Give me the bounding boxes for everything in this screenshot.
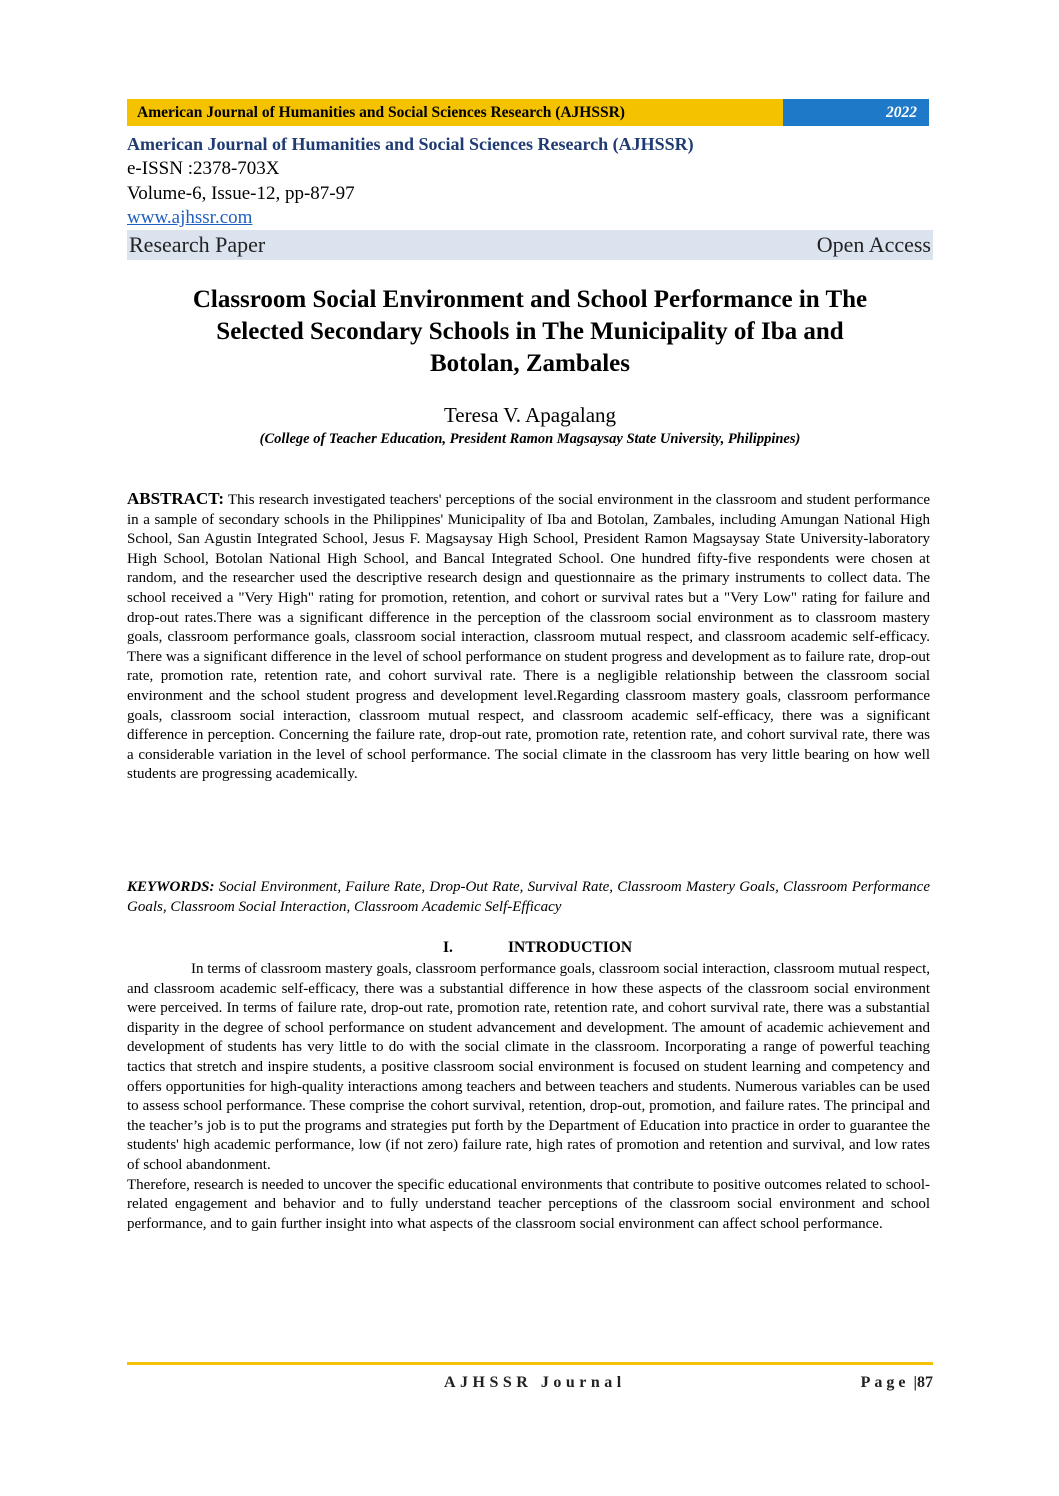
journal-website-link[interactable]: www.ajhssr.com <box>127 207 253 228</box>
title-line: Botolan, Zambales <box>429 350 631 377</box>
page-separator: | <box>913 1374 917 1391</box>
keywords <box>127 878 930 917</box>
abstract <box>127 489 930 785</box>
footer-divider <box>127 1362 933 1365</box>
paragraph: Therefore, research is needed to uncover the specific educational environments that contribute to positive outcomes related to school-related engagement and behavior and to fully understand teacher perceptions of the classroom social environment and school performance, and to gain further insight into what aspects of the classroom social environment can affect school performance. <box>127 1176 930 1232</box>
paper-type-band <box>127 230 933 260</box>
abstract-text: This research investigated teachers' perceptions of the social environment in the classroom and student performance in a sample of secondary schools in the Philippines' Municipality of Iba and Botolan, Zambales, including Amungan National High School, San Agustin Integrated School, Jesus F. Magsaysay High School, President Ramon Magsaysay State University-laboratory High School, Botolan National High School, and Bancal Integrated School. One hundred fifty-five respondents were chosen at random, and the researcher used the descriptive research design and questionnaire as the primary instruments to collect data. The school received a "Very High" rating for promotion, retention, and cohort or survival rates but a "Very Low" rating for failure and drop-out rates.There was a significant difference in the perception of the classroom social environment as to classroom mastery goals, classroom performance goals, classroom social interaction, classroom mutual respect, and classroom academic self-efficacy. There was a significant difference in the level of school performance on student progress and development as to failure rate, drop-out rate, promotion rate, retention rate, and cohort survival rate. There is a negligible relationship between the classroom social environment and the school student progress and development level.Regarding classroom mastery goals, classroom performance goals, classroom social interaction, classroom mutual respect, and classroom academic self-efficacy, there was a significant difference in perception. Concerning the failure rate, drop-out rate, promotion rate, retention rate, and cohort survival rate, there was a considerable variation in the level of school performance. The social climate in the classroom has very little bearing on how well students are progressing academically. <box>127 492 930 783</box>
masthead-volume: Volume-6, Issue-12, pp-87-97 <box>127 183 355 204</box>
footer-page-number <box>861 1374 933 1392</box>
paragraph: In terms of classroom mastery goals, classroom performance goals, classroom social interaction, classroom mutual respect, and classroom academic self-efficacy, there was a substantial difference in how these aspects of the classroom social environment were perceived. In terms of failure rate, drop-out rate, promotion rate, retention rate, and cohort survival rate, there was a substantial disparity in the degree of school performance on student advancement and development. The amount of academic achievement and development of students has very little to do with the social climate in the classroom. Incorporating a range of powerful teaching tactics that stretch and inspire students, a positive classroom social environment is focused on student learning and competency and offers opportunities for high-quality interactions among teachers and between teachers and students. Numerous variables can be used to assess school performance. These comprise the cohort survival, retention, drop-out, promotion, and failure rates. The principal and the teacher’s job is to put the programs and strategies put forth by the Department of Education into practice in order to guarantee the students' high academic performance, low (if not zero) failure rate, high rates of promotion and retention and survival, and low rates of school abandonment. <box>127 961 930 1173</box>
title-line: Classroom Social Environment and School Performance in The <box>192 286 868 313</box>
header-journal-name: American Journal of Humanities and Social Sciences Research (AJHSSR) <box>127 99 783 126</box>
author-affiliation: (College of Teacher Education, President Ramon Magsaysay State University, Philippines) <box>259 431 801 447</box>
header-year: 2022 <box>783 99 929 126</box>
paper-type-label: Research Paper <box>129 232 266 257</box>
page-label: Page <box>860 1374 910 1391</box>
footer-journal-name: AJHSSR Journal <box>444 1374 626 1391</box>
masthead-issn: e-ISSN :2378-703X <box>127 158 280 179</box>
title-line: Selected Secondary Schools in The Municipality of Iba and <box>216 318 844 345</box>
section-title: INTRODUCTION <box>508 939 633 956</box>
open-access-label: Open Access <box>816 232 931 257</box>
page-number: 87 <box>917 1374 933 1391</box>
introduction-body <box>127 960 930 1234</box>
paper-title <box>127 284 933 380</box>
abstract-label: ABSTRACT: <box>127 489 224 508</box>
keywords-text: Social Environment, Failure Rate, Drop-Out Rate, Survival Rate, Classroom Mastery Goals, Classroom Performance Goals, Classroom Social Interaction, Classroom Academic Self-Efficacy <box>127 879 931 915</box>
keywords-label: KEYWORDS: <box>127 879 215 895</box>
section-number: I. <box>443 939 453 956</box>
author-name: Teresa V. Apagalang <box>443 403 617 427</box>
journal-header-bar <box>127 99 929 126</box>
masthead-journal-name: American Journal of Humanities and Social Sciences Research (AJHSSR) <box>127 134 694 154</box>
